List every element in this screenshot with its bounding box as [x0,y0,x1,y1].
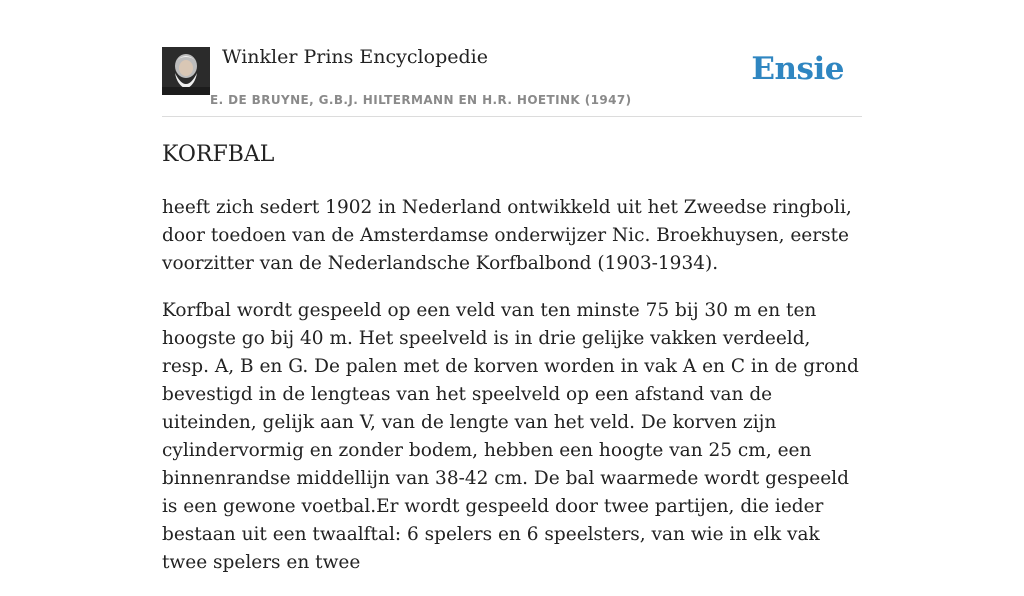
page-header [162,45,862,117]
article-title: KORFBAL [162,142,275,167]
article-paragraph: Korfbal wordt gespeeld op een veld van ten minste 75 bij 30 m en ten hoogste go bij 40 m. Het speelveld is in drie gelijke vakken verdeeld, resp. A, B en G. De palen met de korven worden in vak A en C in de grond bevestigd in de lengteas van het speelveld op een afstand van de uiteinden, gelijk aan V, van de lengte van het veld. De korven zijn cylindervormig en zonder bodem, hebben een hoogte van 25 cm, een binnenrandse middellijn van 38-42 cm. De bal waarmede wordt gespeeld is een gewone voetbal.Er wordt gespeeld door twee partijen, die ieder bestaan uit een twaalftal: 6 spelers en 6 speelsters, van wie in elk vak twee spelers en twee [162,300,859,573]
brand-logo[interactable]: Ensie [751,51,844,87]
portrait-icon[interactable] [162,47,210,95]
publication-title[interactable]: Winkler Prins Encyclopedie [222,46,488,68]
article [162,138,862,596]
article-paragraph: heeft zich sedert 1902 in Nederland ontwikkeld uit het Zweedse ringboli, door toedoen van de Amsterdamse onderwijzer Nic. Broekhuysen, eerste voorzitter van de Nederlandsche Korfbalbond (1903-1934). [162,197,852,274]
publication-authors: E. DE BRUYNE, G.B.J. HILTERMANN EN H.R. HOETINK (1947) [210,93,632,107]
